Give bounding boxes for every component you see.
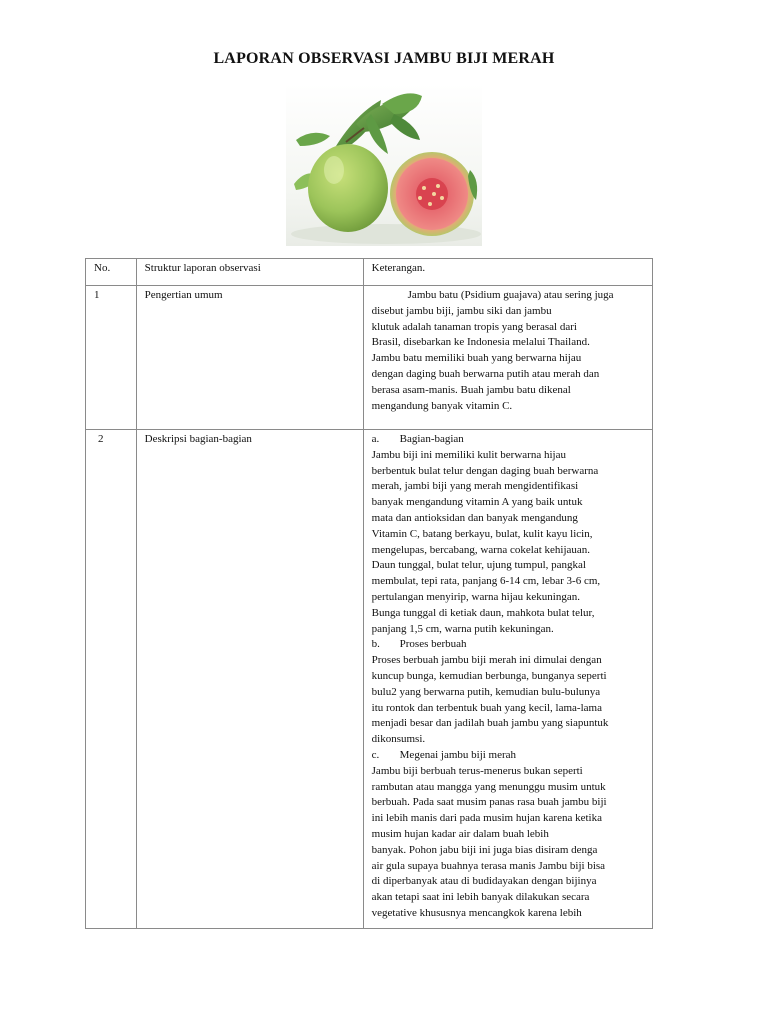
section-label: c. bbox=[371, 748, 380, 761]
paragraph-line: pertulangan menyirip, warna hijau kekuningan. bbox=[371, 590, 580, 603]
section-heading-c bbox=[372, 748, 644, 764]
paragraph-line: banyak mengandung vitamin A yang baik untuk bbox=[371, 496, 583, 509]
header-struktur: Struktur laporan observasi bbox=[136, 259, 363, 286]
paragraph-line: dikonsumsi. bbox=[371, 733, 426, 746]
paragraph-line: berbentuk bulat telur dengan daging buah berwarna bbox=[371, 464, 599, 477]
row-struktur: Pengertian umum bbox=[136, 286, 363, 430]
paragraph-line: itu rontok dan terbentuk buah yang kecil, lama-lama bbox=[371, 701, 602, 714]
table-header-row bbox=[86, 259, 653, 286]
section-heading-b bbox=[372, 637, 644, 653]
paragraph-line: disebut jambu biji, jambu siki dan jambu bbox=[371, 304, 552, 317]
paragraph-line: banyak. Pohon jabu biji ini juga bias disiram denga bbox=[371, 843, 598, 856]
paragraph-line: Jambu biji berbuah terus-menerus bukan seperti bbox=[371, 764, 583, 777]
paragraph-line: merah, jambi biji yang merah mengidentifikasi bbox=[371, 480, 579, 493]
paragraph-line: panjang 1,5 cm, warna putih kekuningan. bbox=[371, 622, 554, 635]
paragraph-line: klutuk adalah tanaman tropis yang berasal dari bbox=[371, 320, 577, 333]
section-title: Bagian-bagian bbox=[399, 433, 464, 445]
paragraph-line: kuncup bunga, kemudian berbunga, bunganya seperti bbox=[371, 669, 607, 682]
row-struktur: Deskripsi bagian-bagian bbox=[136, 430, 363, 929]
row-number: 1 bbox=[86, 286, 137, 430]
observation-table bbox=[85, 258, 653, 929]
paragraph-line: berbuah. Pada saat musim panas rasa buah jambu biji bbox=[371, 796, 607, 809]
section-label: b. bbox=[371, 638, 380, 651]
paragraph-line: Vitamin C, batang berkayu, bulat, kulit kayu licin, bbox=[371, 527, 593, 540]
row-keterangan bbox=[363, 430, 652, 929]
paragraph-line: Proses berbuah jambu biji merah ini dimulai dengan bbox=[371, 654, 602, 667]
paragraph-line: membulat, tepi rata, panjang 6-14 cm, lebar 3-6 cm, bbox=[371, 575, 601, 588]
paragraph-line: Jambu batu memiliki buah yang berwarna hijau bbox=[371, 352, 582, 365]
paragraph-line: air gula supaya buahnya terasa manis Jambu biji bisa bbox=[371, 859, 606, 872]
paragraph-line: mengandung banyak vitamin C. bbox=[371, 399, 513, 412]
paragraph-line: rambutan atau mangga yang menunggu musim untuk bbox=[371, 780, 606, 793]
section-title: Proses berbuah bbox=[399, 638, 467, 651]
paragraph-line: musim hujan kadar air dalam buah lebih bbox=[371, 827, 549, 840]
paragraph-line: Daun tunggal, bulat telur, ujung tumpul, pangkal bbox=[371, 559, 586, 572]
section-label: a. bbox=[371, 433, 380, 445]
row-number: 2 bbox=[86, 430, 137, 929]
row-keterangan bbox=[363, 286, 652, 430]
paragraph-line: mengelupas, bercabang, warna cokelat kehijauan. bbox=[371, 543, 591, 556]
section-title: Megenai jambu biji merah bbox=[399, 748, 517, 761]
paragraph-line: menjadi besar dan jadilah buah jambu yang siapuntuk bbox=[371, 717, 609, 730]
header-keterangan: Keterangan. bbox=[363, 259, 652, 286]
header-no: No. bbox=[86, 259, 137, 286]
paragraph-line: ini lebih manis dari pada musim hujan karena ketika bbox=[371, 812, 602, 825]
paragraph-line: akan tetapi saat ini lebih banyak dilakukan secara bbox=[371, 891, 590, 904]
paragraph-line: di diperbanyak atau di budidayakan dengan bijinya bbox=[371, 875, 597, 888]
paragraph-line: Jambu batu (Psidium guajava) atau sering juga bbox=[407, 289, 614, 301]
section-heading-a bbox=[372, 432, 644, 448]
paragraph-line: Bunga tunggal di ketiak daun, mahkota bulat telur, bbox=[371, 606, 595, 619]
paragraph-line: bulu2 yang berwarna putih, kemudian bulu-bulunya bbox=[371, 685, 601, 698]
document-title: LAPORAN OBSERVASI JAMBU BIJI MERAH bbox=[213, 50, 555, 67]
table-row bbox=[86, 430, 653, 929]
paragraph-line: mata dan antioksidan dan banyak mengandung bbox=[371, 511, 578, 524]
guava-photo bbox=[286, 84, 482, 246]
table-row bbox=[86, 286, 653, 430]
paragraph-line: vegetative khususnya mencangkok karena lebih bbox=[371, 906, 582, 919]
paragraph-line: Brasil, disebarkan ke Indonesia melalui Thailand. bbox=[371, 336, 590, 349]
paragraph-line: Jambu biji ini memiliki kulit berwarna hijau bbox=[371, 448, 566, 461]
paragraph-line: dengan daging buah berwarna putih atau merah dan bbox=[371, 367, 600, 380]
paragraph-line: berasa asam-manis. Buah jambu batu dikenal bbox=[371, 383, 571, 396]
